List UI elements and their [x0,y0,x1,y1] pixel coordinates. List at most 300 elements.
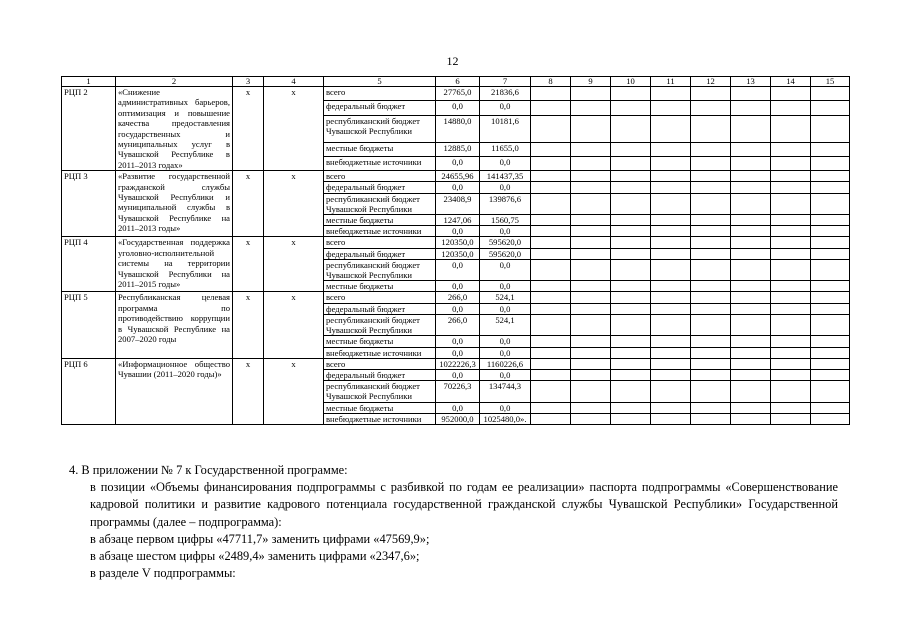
amount-cell: 0,0 [480,156,531,170]
empty-cell [531,101,571,115]
amount-cell: 1560,75 [480,215,531,226]
empty-cell [531,226,571,237]
empty-cell [611,314,651,335]
amount-cell: 12885,0 [436,142,480,156]
funding-source: федеральный бюджет [324,369,436,380]
empty-cell [691,413,731,424]
empty-cell [651,413,691,424]
empty-cell [571,171,611,182]
empty-cell [571,215,611,226]
table-row [62,171,850,182]
empty-cell [531,115,571,142]
empty-cell [811,281,850,292]
empty-cell [611,142,651,156]
empty-cell [691,193,731,214]
amount-cell: 0,0 [480,226,531,237]
empty-cell [611,281,651,292]
empty-cell [571,248,611,259]
empty-cell [811,101,850,115]
empty-cell [651,248,691,259]
empty-cell [651,87,691,101]
empty-cell [611,193,651,214]
empty-cell [771,87,811,101]
empty-cell [571,281,611,292]
program-description: «Снижение административных барьеров, оптимизация и повышение качества предоставления государственных и муниципальных услуг в Чувашской Республике в 2011–2013 годах» [116,87,233,171]
empty-cell [811,193,850,214]
empty-cell [571,347,611,358]
empty-cell [771,347,811,358]
amount-cell: 0,0 [436,182,480,193]
empty-cell [811,171,850,182]
empty-cell [811,115,850,142]
empty-cell [531,237,571,248]
funding-source: всего [324,171,436,182]
amount-cell: 0,0 [436,259,480,280]
empty-cell [731,303,771,314]
funding-source: республиканский бюджет Чувашской Республики [324,193,436,214]
empty-cell [611,381,651,402]
empty-cell [731,358,771,369]
empty-cell [531,303,571,314]
empty-cell [531,156,571,170]
column-header: 6 [436,77,480,87]
empty-cell [571,182,611,193]
empty-cell [651,381,691,402]
empty-cell [771,358,811,369]
empty-cell [811,413,850,424]
header-row [62,77,850,87]
empty-cell [571,369,611,380]
empty-cell [691,292,731,303]
page-number: 12 [446,54,459,68]
empty-cell [811,182,850,193]
empty-cell [611,101,651,115]
amount-cell: 1022226,3 [436,358,480,369]
empty-cell [771,226,811,237]
col4-mark: х [264,237,324,292]
empty-cell [771,156,811,170]
empty-cell [531,215,571,226]
empty-cell [571,358,611,369]
amount-cell: 1025480,0». [480,413,531,424]
empty-cell [691,156,731,170]
column-header: 4 [264,77,324,87]
empty-cell [531,182,571,193]
column-header: 12 [691,77,731,87]
program-description: «Информационное общество Чувашии (2011–2020 годы)» [116,358,233,424]
funding-source: республиканский бюджет Чувашской Республики [324,381,436,402]
empty-cell [571,292,611,303]
budget-table [61,76,850,425]
empty-cell [531,413,571,424]
amount-cell: 0,0 [436,281,480,292]
empty-cell [571,115,611,142]
empty-cell [531,281,571,292]
funding-source: внебюджетные источники [324,156,436,170]
empty-cell [611,292,651,303]
empty-cell [811,259,850,280]
col3-mark: х [233,292,264,358]
funding-source: федеральный бюджет [324,182,436,193]
empty-cell [731,347,771,358]
funding-source: местные бюджеты [324,142,436,156]
column-header: 15 [811,77,850,87]
empty-cell [651,347,691,358]
empty-cell [651,259,691,280]
column-header: 3 [233,77,264,87]
empty-cell [651,171,691,182]
amount-cell: 27765,0 [436,87,480,101]
funding-source: всего [324,292,436,303]
empty-cell [611,237,651,248]
empty-cell [691,259,731,280]
empty-cell [531,87,571,101]
program-code: РЦП 6 [62,358,116,424]
amount-cell: 0,0 [480,347,531,358]
empty-cell [811,314,850,335]
empty-cell [691,182,731,193]
column-header: 8 [531,77,571,87]
empty-cell [571,101,611,115]
amount-cell: 120350,0 [436,237,480,248]
empty-cell [731,259,771,280]
program-description: «Государственная поддержка уголовно-исполнительной системы на территории Чувашской Республики на 2011–2015 годы» [116,237,233,292]
empty-cell [771,237,811,248]
empty-cell [731,142,771,156]
col3-mark: х [233,237,264,292]
empty-cell [771,292,811,303]
empty-cell [651,336,691,347]
empty-cell [771,369,811,380]
empty-cell [611,402,651,413]
table-row [62,87,850,101]
funding-source: федеральный бюджет [324,248,436,259]
empty-cell [731,237,771,248]
empty-cell [651,402,691,413]
empty-cell [691,87,731,101]
amount-cell: 952000,0 [436,413,480,424]
amount-cell: 0,0 [436,156,480,170]
funding-source: внебюджетные источники [324,347,436,358]
funding-source: всего [324,358,436,369]
table-body [62,77,850,425]
program-code: РЦП 4 [62,237,116,292]
amount-cell: 0,0 [436,369,480,380]
empty-cell [731,115,771,142]
amount-cell: 10181,6 [480,115,531,142]
empty-cell [651,303,691,314]
program-code: РЦП 2 [62,87,116,171]
amount-cell: 0,0 [480,281,531,292]
amount-cell: 1247,06 [436,215,480,226]
amount-cell: 266,0 [436,292,480,303]
funding-source: внебюджетные источники [324,226,436,237]
empty-cell [691,248,731,259]
amount-cell: 1160226,6 [480,358,531,369]
amount-cell: 14880,0 [436,115,480,142]
amount-cell: 0,0 [480,182,531,193]
empty-cell [691,381,731,402]
empty-cell [651,115,691,142]
empty-cell [651,156,691,170]
empty-cell [771,281,811,292]
empty-cell [691,358,731,369]
empty-cell [731,193,771,214]
paragraph: в абзаце первом цифры «47711,7» заменить цифрами «47569,9»; [90,531,430,546]
amount-cell: 0,0 [436,336,480,347]
empty-cell [651,281,691,292]
column-header: 7 [480,77,531,87]
empty-cell [611,182,651,193]
empty-cell [651,292,691,303]
empty-cell [531,358,571,369]
amount-cell: 0,0 [436,226,480,237]
col4-mark: х [264,87,324,171]
col4-mark: х [264,171,324,237]
empty-cell [571,336,611,347]
empty-cell [811,292,850,303]
empty-cell [691,281,731,292]
empty-cell [691,142,731,156]
funding-source: республиканский бюджет Чувашской Республики [324,115,436,142]
funding-source: всего [324,237,436,248]
empty-cell [691,215,731,226]
empty-cell [531,347,571,358]
empty-cell [731,369,771,380]
empty-cell [531,248,571,259]
empty-cell [691,237,731,248]
col3-mark: х [233,358,264,424]
amount-cell: 11655,0 [480,142,531,156]
program-description: Республиканская целевая программа по противодействию коррупции в Чувашской Республике на 2007–2020 годы [116,292,233,358]
program-code: РЦП 5 [62,292,116,358]
empty-cell [571,142,611,156]
funding-source: местные бюджеты [324,402,436,413]
amount-cell: 0,0 [436,303,480,314]
empty-cell [811,215,850,226]
empty-cell [771,248,811,259]
empty-cell [731,314,771,335]
empty-cell [571,259,611,280]
funding-source: республиканский бюджет Чувашской Республики [324,314,436,335]
empty-cell [771,336,811,347]
empty-cell [651,358,691,369]
table-row [62,358,850,369]
funding-source: федеральный бюджет [324,303,436,314]
empty-cell [691,171,731,182]
empty-cell [611,156,651,170]
empty-cell [531,369,571,380]
paragraph: 4. В приложении № 7 к Государственной программе: [69,463,348,477]
empty-cell [731,101,771,115]
empty-cell [611,369,651,380]
empty-cell [731,336,771,347]
empty-cell [611,347,651,358]
empty-cell [651,193,691,214]
empty-cell [691,336,731,347]
amount-cell: 0,0 [480,259,531,280]
empty-cell [571,381,611,402]
empty-cell [771,413,811,424]
funding-source: республиканский бюджет Чувашской Республики [324,259,436,280]
empty-cell [811,381,850,402]
empty-cell [731,215,771,226]
amount-cell: 0,0 [436,402,480,413]
empty-cell [771,381,811,402]
empty-cell [771,193,811,214]
empty-cell [771,215,811,226]
empty-cell [771,101,811,115]
paragraph: в абзаце шестом цифры «2489,4» заменить цифрами «2347,6»; [90,549,420,564]
empty-cell [811,87,850,101]
col3-mark: х [233,171,264,237]
table-row [62,237,850,248]
empty-cell [771,115,811,142]
empty-cell [531,193,571,214]
empty-cell [731,156,771,170]
empty-cell [531,142,571,156]
amount-cell: 21836,6 [480,87,531,101]
empty-cell [771,142,811,156]
empty-cell [571,402,611,413]
empty-cell [611,248,651,259]
empty-cell [531,171,571,182]
empty-cell [651,142,691,156]
empty-cell [691,402,731,413]
empty-cell [811,226,850,237]
amendment-text [69,462,838,582]
empty-cell [691,226,731,237]
amount-cell: 139876,6 [480,193,531,214]
empty-cell [571,314,611,335]
column-header: 14 [771,77,811,87]
empty-cell [731,171,771,182]
empty-cell [611,226,651,237]
empty-cell [811,156,850,170]
empty-cell [571,193,611,214]
empty-cell [731,226,771,237]
empty-cell [811,369,850,380]
empty-cell [611,115,651,142]
empty-cell [731,292,771,303]
empty-cell [611,336,651,347]
col4-mark: х [264,358,324,424]
amount-cell: 0,0 [480,101,531,115]
empty-cell [611,259,651,280]
empty-cell [771,259,811,280]
empty-cell [571,303,611,314]
program-code: РЦП 3 [62,171,116,237]
empty-cell [611,303,651,314]
amount-cell: 0,0 [480,336,531,347]
amount-cell: 141437,35 [480,171,531,182]
amount-cell: 595620,0 [480,237,531,248]
empty-cell [731,248,771,259]
empty-cell [811,237,850,248]
funding-source: местные бюджеты [324,281,436,292]
empty-cell [691,314,731,335]
empty-cell [571,156,611,170]
amount-cell: 524,1 [480,314,531,335]
amount-cell: 23408,9 [436,193,480,214]
empty-cell [531,259,571,280]
column-header: 9 [571,77,611,87]
empty-cell [571,237,611,248]
empty-cell [531,402,571,413]
empty-cell [811,142,850,156]
empty-cell [731,381,771,402]
funding-source: внебюджетные источники [324,413,436,424]
empty-cell [691,303,731,314]
amount-cell: 266,0 [436,314,480,335]
empty-cell [731,413,771,424]
amount-cell: 24655,96 [436,171,480,182]
empty-cell [531,381,571,402]
col4-mark: х [264,292,324,358]
empty-cell [571,226,611,237]
amount-cell: 0,0 [480,402,531,413]
empty-cell [811,358,850,369]
funding-source: местные бюджеты [324,215,436,226]
empty-cell [571,87,611,101]
amount-cell: 0,0 [480,303,531,314]
amount-cell: 0,0 [436,101,480,115]
empty-cell [531,292,571,303]
empty-cell [771,402,811,413]
empty-cell [811,248,850,259]
amount-cell: 0,0 [436,347,480,358]
empty-cell [651,226,691,237]
empty-cell [771,303,811,314]
amount-cell: 524,1 [480,292,531,303]
empty-cell [771,171,811,182]
empty-cell [651,182,691,193]
col3-mark: х [233,87,264,171]
column-header: 1 [62,77,116,87]
amount-cell: 595620,0 [480,248,531,259]
funding-source: местные бюджеты [324,336,436,347]
funding-source: всего [324,87,436,101]
empty-cell [771,314,811,335]
amount-cell: 120350,0 [436,248,480,259]
paragraph: в позиции «Объемы финансирования подпрограммы с разбивкой по годам ее реализации» паспорта подпрограммы «Совершенствование кадровой политики и развитие кадрового потенциала государственной гражданской службы Чувашской Республики» Государственной программы (далее – подпрограмма): [90,480,838,529]
empty-cell [531,336,571,347]
table-row [62,292,850,303]
empty-cell [651,369,691,380]
column-header: 2 [116,77,233,87]
empty-cell [571,413,611,424]
empty-cell [691,115,731,142]
column-header: 13 [731,77,771,87]
column-header: 10 [611,77,651,87]
program-description: «Развитие государственной гражданской службы Чувашской Республики и муниципальной службы в Чувашской Республике на 2011–2013 годы» [116,171,233,237]
empty-cell [731,281,771,292]
empty-cell [611,87,651,101]
empty-cell [691,347,731,358]
empty-cell [651,101,691,115]
empty-cell [611,413,651,424]
empty-cell [731,87,771,101]
empty-cell [771,182,811,193]
empty-cell [811,336,850,347]
empty-cell [731,402,771,413]
empty-cell [611,171,651,182]
empty-cell [691,101,731,115]
empty-cell [731,182,771,193]
amount-cell: 70226,3 [436,381,480,402]
empty-cell [531,314,571,335]
empty-cell [811,303,850,314]
